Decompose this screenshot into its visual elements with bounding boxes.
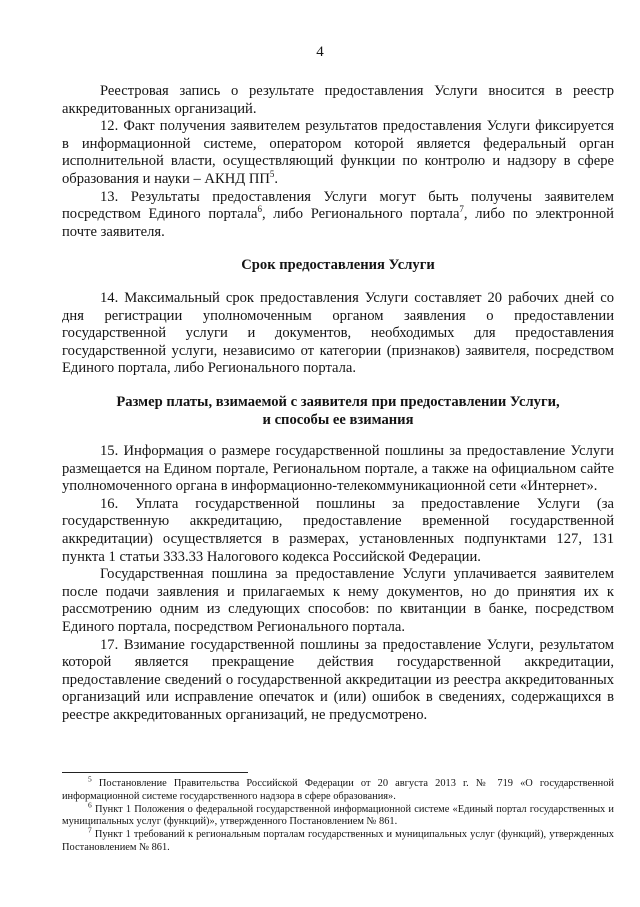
paragraph-16-continued: Государственная пошлина за предоставление Услуги уплачивается заявителем после подачи заявления и прилагаемых к нему документов, но до принятия их к рассмотрению одним из следующих способов: по квитанции в банке, посредством Единого портала, посредством Регионального портала. — [62, 566, 614, 635]
section-heading-term: Срок предоставления Услуги — [241, 257, 435, 273]
paragraph-15: 15. Информация о размере государственной пошлины за предоставление Услуги размещается на Едином портале, Региональном портале, а также на официальном сайте уполномоченного органа в информационно-телекоммуникационной сети «Интернет». — [62, 443, 614, 495]
footnotes — [62, 774, 614, 855]
footnote-6-number: 6 — [88, 800, 92, 810]
paragraph-12: 12. Факт получения заявителем результатов предоставления Услуги фиксируется в информационной системе, оператором которой является федеральный орган исполнительной власти, осуществляющий функции по контролю и надзору в сфере образования и науки – АКНД $ПП^5$. — [62, 118, 614, 187]
section-fee — [62, 394, 614, 429]
section-heading-fee-line1: Размер платы, взимаемой с заявителя при предоставлении Услуги, — [116, 394, 560, 410]
footnote-6: $^6$ Пункт 1 Положения о федеральной государственной информационной системе «Единый портал государственных и муниципальных услуг (функций)», утвержденного Постановлением № 861. — [62, 800, 614, 828]
footnote-ref-7[interactable]: 7 — [459, 204, 464, 215]
paragraph-17: 17. Взимание государственной пошлины за предоставление Услуги, результатом которой является прекращение действия государственной аккредитации, предоставление сведений о государственной аккредитации из реестра аккредитованных организаций или исправление опечаток и (или) ошибок в сведениях, содержащихся в реестре аккредитованных организаций, не предусмотрено. — [62, 636, 614, 723]
paragraph-registry-record: Реестровая запись о результате предоставления Услуги вносится в реестр аккредитованных организаций. — [62, 83, 614, 117]
footnote-5-number: 5 — [88, 774, 92, 784]
section-term-body — [62, 290, 614, 378]
footnote-ref-6[interactable]: 6 — [257, 204, 262, 215]
footnote-7: $^7$ Пункт 1 требований к региональным порталам государственных и муниципальных услуг (функций), утвержденных Постановлением № 861. — [62, 825, 614, 853]
paragraph-13: 13. Результаты предоставления Услуги могут быть получены заявителем посредством Единого портала$^6$, либо Регионального портала$^7$, либо по электронной почте заявителя. — [62, 188, 614, 240]
footnote-7-number: 7 — [88, 825, 92, 835]
footnote-divider — [62, 772, 248, 773]
footnote-ref-5[interactable]: 5 — [269, 169, 275, 180]
section-heading-fee-line2: и способы ее взимания — [262, 411, 414, 428]
section-fee-body — [62, 443, 614, 725]
paragraph-16: 16. Уплата государственной пошлины за предоставление Услуги (за государственную аккредитацию, предоставление временной государственной аккредитации) осуществляется в размерах, установленных подпунктами 127, 131 пункта 1 статьи 333.33 Налогового кодекса Российской Федерации. — [62, 495, 614, 565]
page-number: 4 — [316, 44, 324, 60]
section-service-term — [62, 257, 614, 275]
footnote-5: $^5$ Постановление Правительства Российской Федерации от 20 августа 2013 г. № 719 «О государственной информационной системе государственного надзора в сфере образования». — [62, 774, 614, 802]
top-paragraphs — [62, 83, 614, 241]
paragraph-14: 14. Максимальный срок предоставления Услуги составляет 20 рабочих дней со дня регистрации уполномоченным органом заявления о предоставлении государственной услуги и документов, необходимых для предоставления государственной услуги, независимо от категории (признаков) заявителя, посредством Единого портала, либо Регионального портала. — [62, 290, 614, 377]
